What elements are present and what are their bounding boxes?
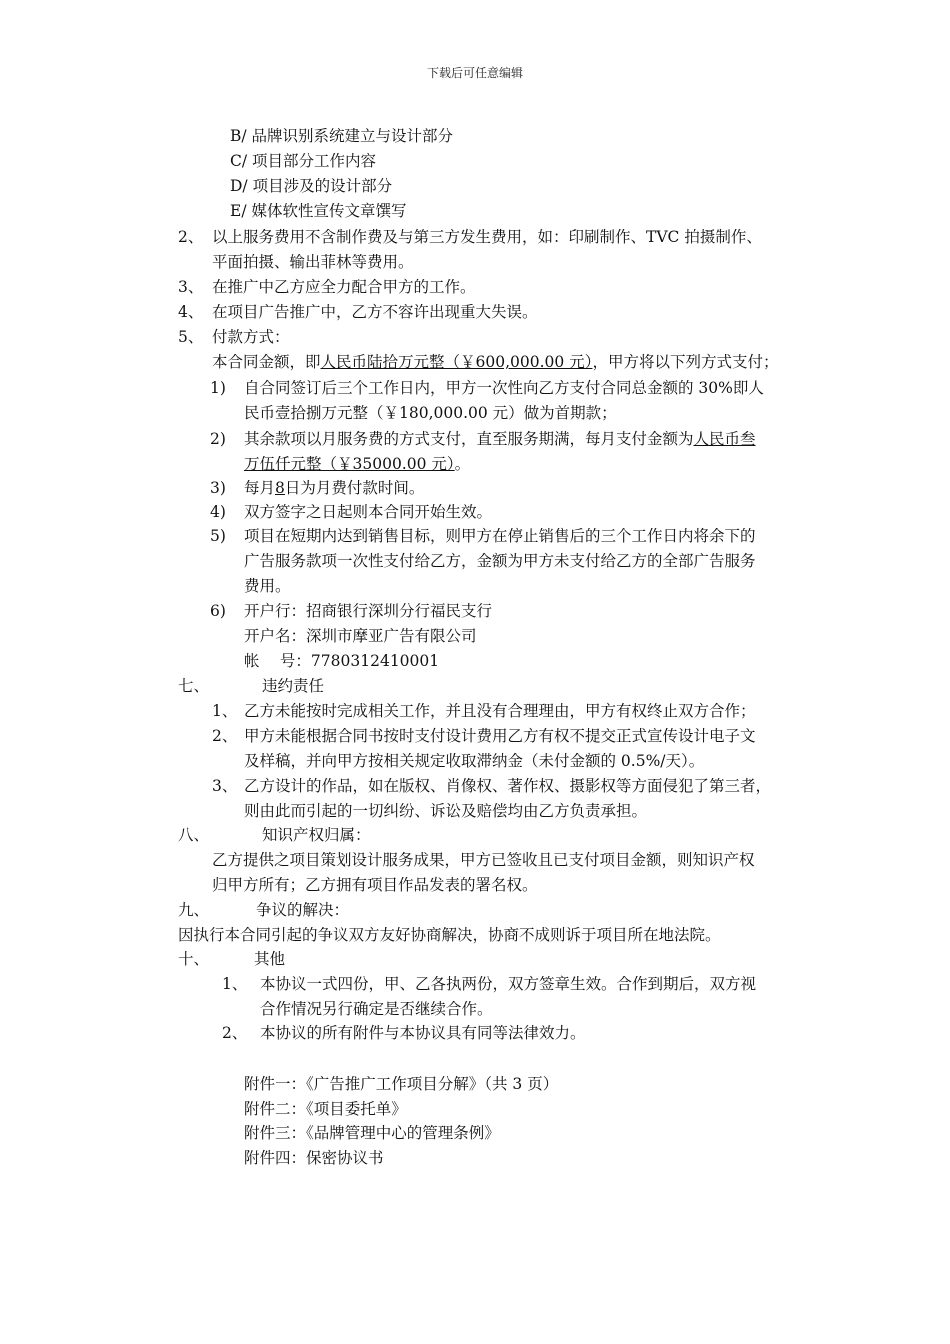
attachment-2: 附件二：《项目委托单》 xyxy=(244,1100,407,1118)
section-8-title: 知识产权归属： xyxy=(262,826,371,844)
section-number: 十、 xyxy=(178,950,210,968)
section-number: 八、 xyxy=(178,826,210,844)
section-number: 九、 xyxy=(178,901,210,919)
account-name: 开户名：深圳市摩亚广告有限公司 xyxy=(244,627,477,645)
attachment-4: 附件四：保密协议书 xyxy=(244,1149,384,1167)
s7-item-2-line-1: 甲方未能根据合同书按时支付设计费用乙方有权不提交正式宣传设计电子文 xyxy=(244,727,756,745)
service-item-d: D/ 项目涉及的设计部分 xyxy=(230,177,393,195)
section-9-title: 争议的解决： xyxy=(256,901,350,919)
payment-5-line-1: 项目在短期内达到销售目标，则甲方在停止销售后的三个工作日内将余下的 xyxy=(244,527,756,545)
section-number: 七、 xyxy=(178,677,210,695)
payment-1-line-2: 民币壹拾捌万元整（￥180,000.00 元）做为首期款； xyxy=(244,404,617,422)
payment-number: 2) xyxy=(210,430,226,448)
item-number: 2、 xyxy=(222,1024,248,1042)
item-number: 5、 xyxy=(178,328,204,346)
item-number: 3、 xyxy=(212,777,238,795)
bank-name: 开户行：招商银行深圳分行福民支行 xyxy=(244,602,493,620)
contract-amount: 人民币陆拾万元整（￥600,000.00 元） xyxy=(320,353,593,371)
s8-line-1: 乙方提供之项目策划设计服务成果，甲方已签收且已支付项目金额，则知识产权 xyxy=(212,851,755,869)
item-number: 1、 xyxy=(222,975,248,993)
payment-number: 6) xyxy=(210,602,226,620)
payment-5-line-2: 广告服务款项一次性支付给乙方，金额为甲方未支付给乙方的全部广告服务 xyxy=(244,552,756,570)
item-2-line-2: 平面拍摄、输出菲林等费用。 xyxy=(212,253,414,271)
payment-4: 双方签字之日起则本合同开始生效。 xyxy=(244,503,493,521)
payment-3 xyxy=(244,477,424,499)
payment-intro-post: ，甲方将以下列方式支付； xyxy=(592,353,779,371)
payment-3-pre: 每月 xyxy=(244,479,276,497)
item-number: 1、 xyxy=(212,702,238,720)
section-10-title: 其他 xyxy=(254,950,286,968)
s7-item-2-line-2: 及样稿，并向甲方按相关规定收取滞纳金（未付金额的 0.5%/天）。 xyxy=(244,752,705,770)
page-header: 下载后可任意编辑 xyxy=(426,66,523,80)
s7-item-1: 乙方未能按时完成相关工作，并且没有合理理由，甲方有权终止双方合作； xyxy=(244,702,756,720)
payment-number: 1) xyxy=(210,379,226,397)
attachment-1: 附件一：《广告推广工作项目分解》（共 3 页） xyxy=(244,1075,559,1093)
payment-2-line-1 xyxy=(244,428,756,450)
account-number: 帐 号：7780312410001 xyxy=(244,652,440,670)
service-item-e: E/ 媒体软性宣传文章馔写 xyxy=(230,202,407,220)
payment-2-pre: 其余款项以月服务费的方式支付，直至服务期满，每月支付金额为 xyxy=(244,430,694,448)
s9-line-1: 因执行本合同引起的争议双方友好协商解决，协商不成则诉于项目所在地法院。 xyxy=(178,926,721,944)
item-4: 在项目广告推广中，乙方不容许出现重大失误。 xyxy=(212,303,538,321)
item-2-line-1: 以上服务费用不含制作费及与第三方发生费用，如：印刷制作、TVC 拍摄制作、 xyxy=(212,228,762,246)
payment-intro xyxy=(212,351,778,373)
section-7-title: 违约责任 xyxy=(262,677,325,695)
item-5: 付款方式： xyxy=(212,328,290,346)
payment-2-post: 。 xyxy=(454,455,471,473)
payment-number: 5) xyxy=(210,527,226,545)
item-number: 3、 xyxy=(178,278,204,296)
payment-number: 4) xyxy=(210,503,226,521)
item-number: 2、 xyxy=(212,727,238,745)
payment-intro-pre: 本合同金额，即 xyxy=(212,353,321,371)
payment-5-line-3: 费用。 xyxy=(244,577,291,595)
payment-2-line-2 xyxy=(244,453,470,475)
s7-item-3-line-1: 乙方设计的作品，如在版权、肖像权、著作权、摄影权等方面侵犯了第三者， xyxy=(244,777,772,795)
payment-day: 8 xyxy=(275,479,285,497)
s7-item-3-line-2: 则由此而引起的一切纠纷、诉讼及赔偿均由乙方负责承担。 xyxy=(244,802,648,820)
monthly-amount-part-2: 万伍仟元整（￥35000.00 元） xyxy=(244,455,455,473)
payment-number: 3) xyxy=(210,479,226,497)
item-3: 在推广中乙方应全力配合甲方的工作。 xyxy=(212,278,476,296)
service-item-c: C/ 项目部分工作内容 xyxy=(230,152,377,170)
payment-1-line-1: 自合同签订后三个工作日内，甲方一次性向乙方支付合同总金额的 30%即人 xyxy=(244,379,764,397)
service-item-b: B/ 品牌识别系统建立与设计部分 xyxy=(230,127,454,145)
s10-item-2: 本协议的所有附件与本协议具有同等法律效力。 xyxy=(260,1024,586,1042)
s8-line-2: 归甲方所有；乙方拥有项目作品发表的署名权。 xyxy=(212,876,538,894)
attachment-3: 附件三：《品牌管理中心的管理条例》 xyxy=(244,1124,500,1142)
payment-3-post: 日为月费付款时间。 xyxy=(284,479,425,497)
s10-item-1-line-2: 合作情况另行确定是否继续合作。 xyxy=(260,1000,493,1018)
item-number: 2、 xyxy=(178,228,204,246)
item-number: 4、 xyxy=(178,303,204,321)
s10-item-1-line-1: 本协议一式四份，甲、乙各执两份，双方签章生效。合作到期后，双方视 xyxy=(260,975,757,993)
monthly-amount-part-1: 人民币叁 xyxy=(693,430,756,448)
